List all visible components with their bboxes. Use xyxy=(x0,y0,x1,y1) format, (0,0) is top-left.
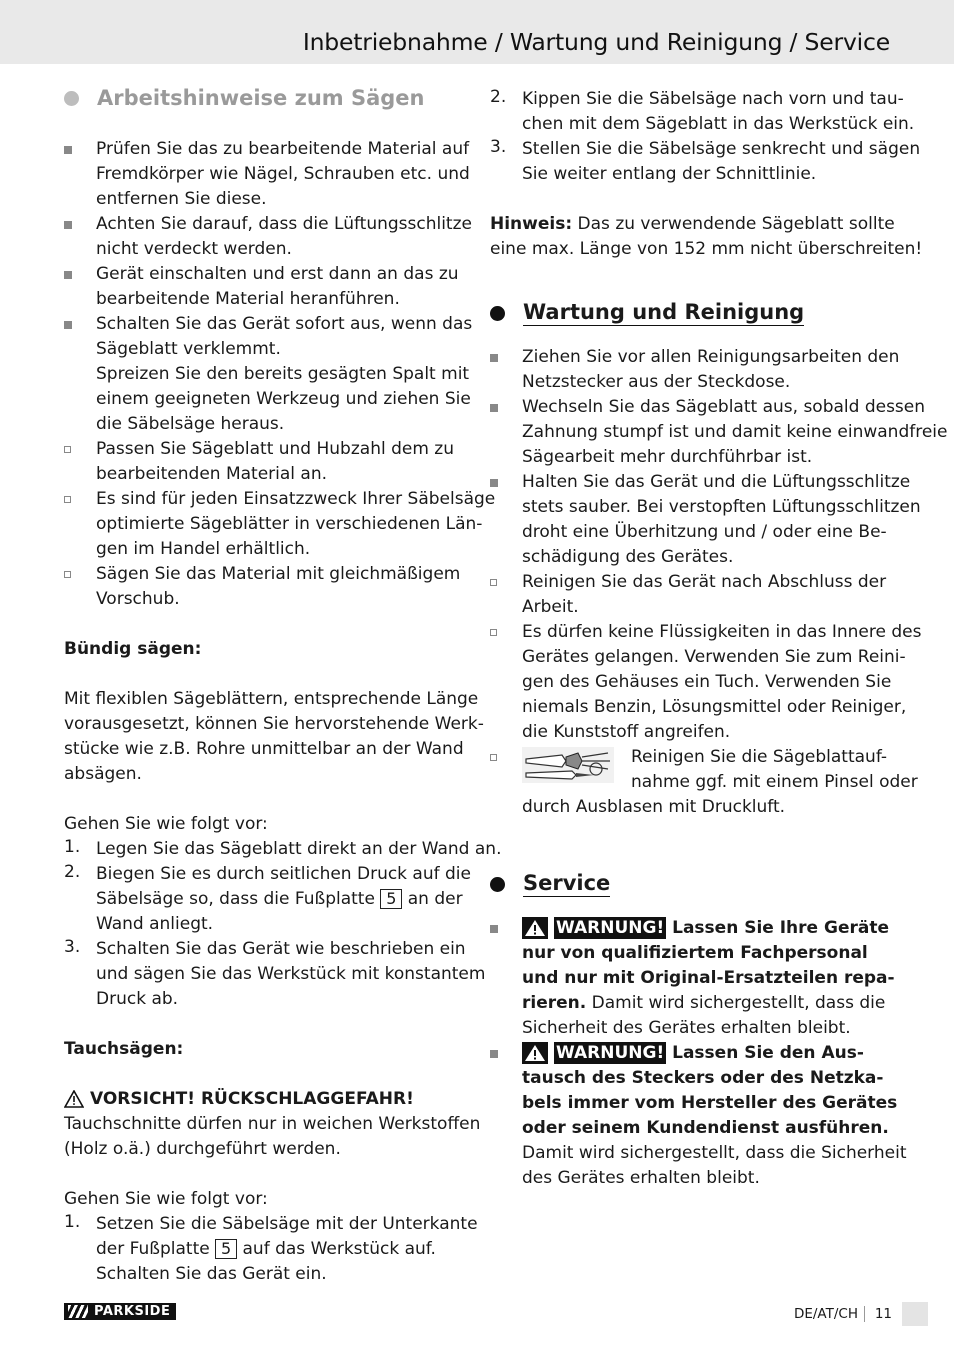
text-line: Sie weiter entlang der Schnittlinie. xyxy=(522,164,817,184)
section-heading-sawing xyxy=(64,80,464,116)
text-line: Netzstecker aus der Steckdose. xyxy=(522,372,791,392)
list-item xyxy=(64,312,473,437)
country-code: DE/AT/CH xyxy=(793,1306,858,1322)
section-title: Service xyxy=(523,871,611,895)
flush-step-1: 1. Legen Sie das Sägeblatt direkt an der Wand an. xyxy=(64,837,502,859)
open-bullet-icon xyxy=(490,629,497,636)
service-warning-2: WARNUNG! Lassen Sie den Aus- tausch des Steckers oder des Netzka- bels immer vom Hersteller des Gerätes oder seinem Kundendienst ausführen. Damit wird sichergestellt, dass die Sicherheit des Gerätes erhalten bleibt. xyxy=(490,1041,895,1191)
page-footer xyxy=(0,1298,954,1328)
text-line: bearbeitenden Material an. xyxy=(96,464,328,484)
step-number: 1. xyxy=(64,837,81,857)
text-line: schädigung des Gerätes. xyxy=(522,547,734,567)
page-header xyxy=(0,0,954,64)
text-line: gen im Handel erhältlich. xyxy=(96,539,311,559)
list-item xyxy=(490,395,948,470)
text-line: Wechseln Sie das Sägeblatt aus, sobald dessen xyxy=(522,397,926,417)
list-item xyxy=(64,437,464,487)
sawing-tips-list xyxy=(64,137,496,612)
note-line-1: Hinweis: Das zu verwendende Sägeblatt sollte xyxy=(490,214,895,234)
filled-bullet-icon xyxy=(490,354,498,362)
list-item xyxy=(490,470,921,570)
text-line: absägen. xyxy=(64,764,142,784)
text-line: Zahnung stumpf ist und damit keine einwandfreie xyxy=(522,422,948,442)
text-line: Druck ab. xyxy=(96,989,179,1009)
part-number-box: 5 xyxy=(380,889,402,909)
section-bullet-icon xyxy=(490,306,505,321)
step-number: 3. xyxy=(490,137,507,157)
step-number: 2. xyxy=(490,87,507,107)
brand-logo: PARKSIDE xyxy=(64,1303,176,1320)
open-bullet-icon xyxy=(490,754,497,761)
open-bullet-icon xyxy=(64,571,71,578)
text-line: Gerätes gelangen. Verwenden Sie zum Reini- xyxy=(522,647,906,667)
text-line: Sägeblatt verklemmt. xyxy=(96,339,281,359)
text-line: Mit flexiblen Sägeblättern, entsprechende Länge xyxy=(64,689,479,709)
flush-text xyxy=(64,687,484,787)
filled-bullet-icon xyxy=(64,321,72,329)
right-column xyxy=(490,87,948,1191)
text-line: Es sind für jeden Einsatzzweck Ihrer Säbelsäge xyxy=(96,489,496,509)
flush-heading: Bündig sägen: xyxy=(64,639,202,659)
open-bullet-icon xyxy=(64,446,71,453)
text-line: Stellen Sie die Säbelsäge senkrecht und sägen xyxy=(522,139,921,159)
warning-triangle-icon xyxy=(522,1042,548,1064)
flush-step-3 xyxy=(64,937,486,1012)
text-line: Kippen Sie die Säbelsäge nach vorn und tau- xyxy=(522,89,904,109)
text-line: Vorschub. xyxy=(96,589,180,609)
logo-stripes-icon xyxy=(68,1305,88,1318)
section-heading-service xyxy=(490,866,895,902)
warning-triangle-icon xyxy=(64,1090,84,1108)
brush-cleaning-icon xyxy=(522,747,614,783)
text-line: Schalten Sie das Gerät sofort aus, wenn das xyxy=(96,314,473,334)
text-line: Passen Sie Sägeblatt und Hubzahl dem zu xyxy=(96,439,455,459)
section-heading-maintenance xyxy=(490,295,895,331)
maintenance-list xyxy=(490,345,948,745)
text-line: Ziehen Sie vor allen Reinigungsarbeiten den xyxy=(522,347,900,367)
plunge-step-1: 1. Setzen Sie die Säbelsäge mit der Unterkante der Fußplatte 5 auf das Werkstück auf. Schalten Sie das Gerät ein. xyxy=(64,1212,478,1284)
filled-bullet-icon xyxy=(490,479,498,487)
open-bullet-icon xyxy=(490,579,497,586)
page-number: 11 xyxy=(864,1306,892,1322)
text-line: die Kunststoff angreifen. xyxy=(522,722,731,742)
text-line: Achten Sie darauf, dass die Lüftungsschlitze xyxy=(96,214,472,234)
list-item: Reinigen Sie die Sägeblattauf- nahme ggf. mit einem Pinsel oder durch Ausblasen mit Druckluft. xyxy=(490,745,895,820)
step-number: 1. xyxy=(64,1212,81,1232)
text-line: stets sauber. Bei verstopften Lüftungsschlitzen xyxy=(522,497,921,517)
text-line: niemals Benzin, Lösungsmittel oder Reiniger, xyxy=(522,697,907,717)
text-line: entfernen Sie diese. xyxy=(96,189,267,209)
list-item xyxy=(490,345,900,395)
warning-triangle-icon xyxy=(522,917,548,939)
text-line: Schalten Sie das Gerät wie beschrieben ein xyxy=(96,939,466,959)
section-bullet-icon xyxy=(64,91,79,106)
list-item xyxy=(64,562,464,612)
text-line: Tauchschnitte dürfen nur in weichen Werkstoffen xyxy=(64,1114,481,1134)
text-line: droht eine Überhitzung und / oder eine Be- xyxy=(522,522,887,542)
section-title: Wartung und Reinigung xyxy=(523,300,805,324)
text-line: bearbeitende Material heranführen. xyxy=(96,289,400,309)
part-number-box: 5 xyxy=(215,1239,237,1259)
text-line: (Holz o.ä.) durchgeführt werden. xyxy=(64,1139,341,1159)
text-line: Gerät einschalten und erst dann an das zu xyxy=(96,264,459,284)
step-number: 3. xyxy=(64,937,81,957)
section-bullet-icon xyxy=(490,877,505,892)
service-warning-1: WARNUNG! Lassen Sie Ihre Geräte nur von qualifiziertem Fachpersonal und nur mit Original-Ersatzteilen repa- rieren. Damit wird sichergestellt, dass die Sicherheit des Gerätes erhalten bleibt. xyxy=(490,916,895,1041)
list-item xyxy=(64,137,470,212)
text-line: einem geeigneten Werkzeug und ziehen Sie xyxy=(96,389,471,409)
warning-label: WARNUNG! xyxy=(556,918,665,938)
flush-intro: Gehen Sie wie folgt vor: xyxy=(64,814,268,834)
flush-step-2: 2. Biegen Sie es durch seitlichen Druck auf die Säbelsäge so, dass die Fußplatte 5 an der Wand anliegt. xyxy=(64,862,471,934)
plunge-heading: Tauchsägen: xyxy=(64,1039,184,1059)
list-item xyxy=(64,262,464,312)
text-line: und sägen Sie das Werkstück mit konstantem xyxy=(96,964,486,984)
warning-label: WARNUNG! xyxy=(556,1043,665,1063)
filled-bullet-icon xyxy=(64,271,72,279)
plunge-intro: Gehen Sie wie folgt vor: xyxy=(64,1189,268,1209)
footer-tab xyxy=(902,1302,928,1326)
filled-bullet-icon xyxy=(64,221,72,229)
filled-bullet-icon xyxy=(490,404,498,412)
note-label: Hinweis: xyxy=(490,214,573,234)
text-line: Es dürfen keine Flüssigkeiten in das Innere des xyxy=(522,622,922,642)
page-title: Inbetriebnahme / Wartung und Reinigung / Service xyxy=(302,28,890,56)
text-line: stücke wie z.B. Rohre unmittelbar an der Wand xyxy=(64,739,464,759)
text-line: Sägen Sie das Material mit gleichmäßigem xyxy=(96,564,461,584)
text-line: Spreizen Sie den bereits gesägten Spalt mit xyxy=(96,364,470,384)
left-column xyxy=(64,80,502,1287)
text-line: chen mit dem Sägeblatt in das Werkstück ein. xyxy=(522,114,915,134)
plunge-step-3 xyxy=(490,137,921,187)
text-line: die Säbelsäge heraus. xyxy=(96,414,285,434)
text-line: optimierte Sägeblätter in verschiedenen Län- xyxy=(96,514,483,534)
text-line: Prüfen Sie das zu bearbeitende Material auf xyxy=(96,139,470,159)
list-item xyxy=(64,487,496,562)
text-line: nicht verdeckt werden. xyxy=(96,239,292,259)
text-line: Sägearbeit mehr durchführbar ist. xyxy=(522,447,813,467)
filled-bullet-icon xyxy=(490,1050,498,1058)
step-number: 2. xyxy=(64,862,81,882)
plunge-step-2 xyxy=(490,87,915,137)
list-item xyxy=(490,570,895,620)
plunge-text xyxy=(64,1112,481,1162)
text-line: Fremdkörper wie Nägel, Schrauben etc. und xyxy=(96,164,470,184)
text-line: Halten Sie das Gerät und die Lüftungsschlitze xyxy=(522,472,911,492)
caution-line: VORSICHT! RÜCKSCHLAGGEFAHR! xyxy=(64,1087,464,1112)
text-line: vorausgesetzt, können Sie hervorstehende Werk- xyxy=(64,714,484,734)
open-bullet-icon xyxy=(64,496,71,503)
list-item xyxy=(490,620,922,745)
text-line: gen des Gehäuses ein Tuch. Verwenden Sie xyxy=(522,672,892,692)
text-line: Reinigen Sie das Gerät nach Abschluss der xyxy=(522,572,887,592)
section-title: Arbeitshinweise zum Sägen xyxy=(97,86,425,110)
filled-bullet-icon xyxy=(490,925,498,933)
note-line-2: eine max. Länge von 152 mm nicht überschreiten! xyxy=(490,239,923,259)
filled-bullet-icon xyxy=(64,146,72,154)
text-line: Arbeit. xyxy=(522,597,579,617)
list-item xyxy=(64,212,472,262)
